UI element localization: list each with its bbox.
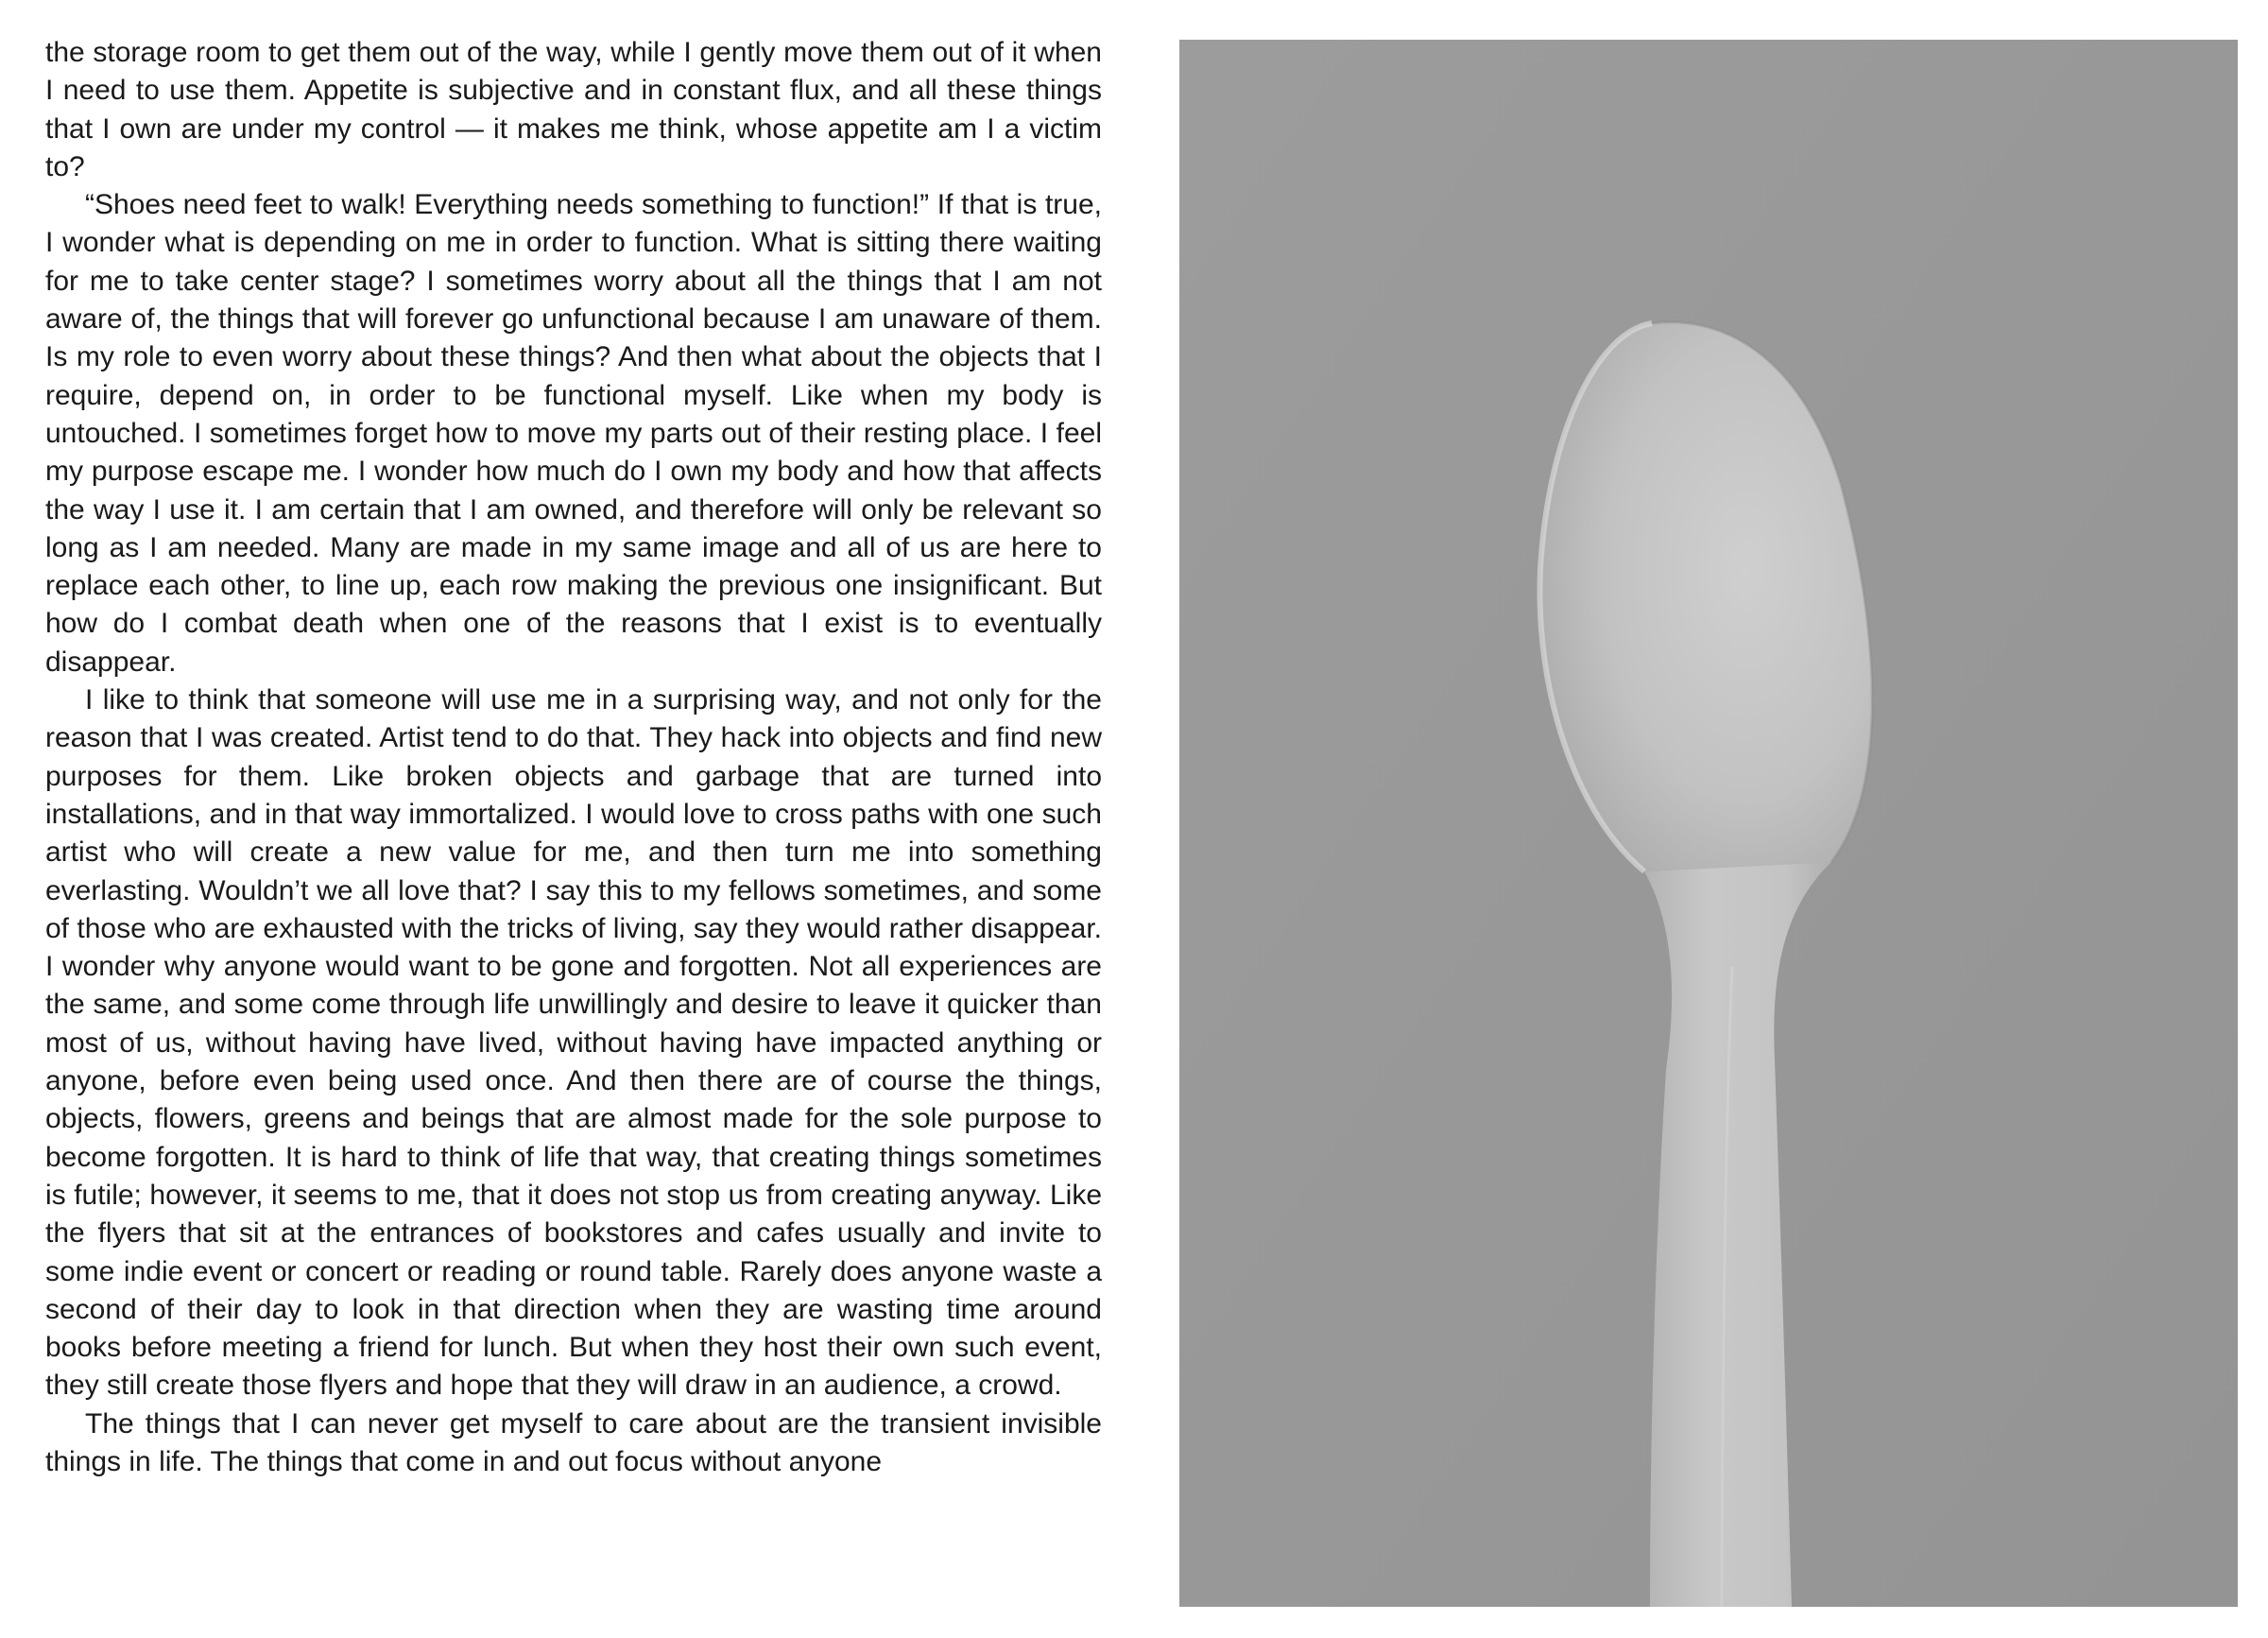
paragraph-3: I like to think that someone will use me in a surprising way, and not only for the reason that I was created. Artist tend to do that. They hack into objects and find new purposes for them. Like broken objects and garbage that are turned into installations, and in that way immortalized. I would love to cross paths with one such artist who will create a new value for me, and then turn me into something everlasting. Wouldn’t we all love that? I say this to my fellows sometimes, and some of those who are exhausted with the tricks of living, say they would rather disappear. I wonder why anyone would want to be gone and forgotten. Not all experiences are the same, and some come through life unwillingly and desire to leave it quicker than most of us, without having have lived, without having have impacted anything or anyone, before even being used once. And then there are of course the things, objects, flowers, greens and beings that are almost made for the sole purpose to become forgotten. It is hard to think of life that way, that creating things sometimes is futile; however, it seems to me, that it does not stop us from creating anyway. Like the flyers that sit at the entrances of bookstores and cafes usually and invite to some indie event or concert or reading or round table. Rarely does anyone waste a second of their day to look in that direction when they are wasting time around books before meeting a friend for lunch. But when they host their own such event, they still create those flyers and hope that they will draw in an audience, a crowd. xyxy=(45,684,1102,1402)
spoon-photo xyxy=(1179,40,2238,1607)
article-text xyxy=(45,34,1102,1481)
paragraph-4: The things that I can never get myself to care about are the transient invisible things in life. The things that come in and out focus without anyone xyxy=(45,1407,1102,1477)
paragraph-1: the storage room to get them out of the way, while I gently move them out of it when I need to use them. Appetite is subjective and in constant flux, and all these things that I own are under my control — it makes me think, whose appetite am I a victim to? xyxy=(45,37,1102,182)
paragraph-2: “Shoes need feet to walk! Everything needs something to function!” If that is true, I wonder what is depending on me in order to function. What is sitting there waiting for me to take center stage? I sometimes worry about all the things that I am not aware of, the things that will forever go unfunctional because I am unaware of them. Is my role to even worry about these things? And then what about the objects that I require, depend on, in order to be functional myself. Like when my body is untouched. I sometimes forget how to move my parts out of their resting place. I feel my purpose escape me. I wonder how much do I own my body and how that affects the way I use it. I am certain that I am owned, and therefore will only be relevant so long as I am needed. Many are made in my same image and all of us are here to replace each other, to line up, each row making the previous one insignificant. But how do I combat death when one of the reasons that I exist is to eventually disappear. xyxy=(45,189,1102,678)
spoon-illustration xyxy=(1179,40,2238,1607)
